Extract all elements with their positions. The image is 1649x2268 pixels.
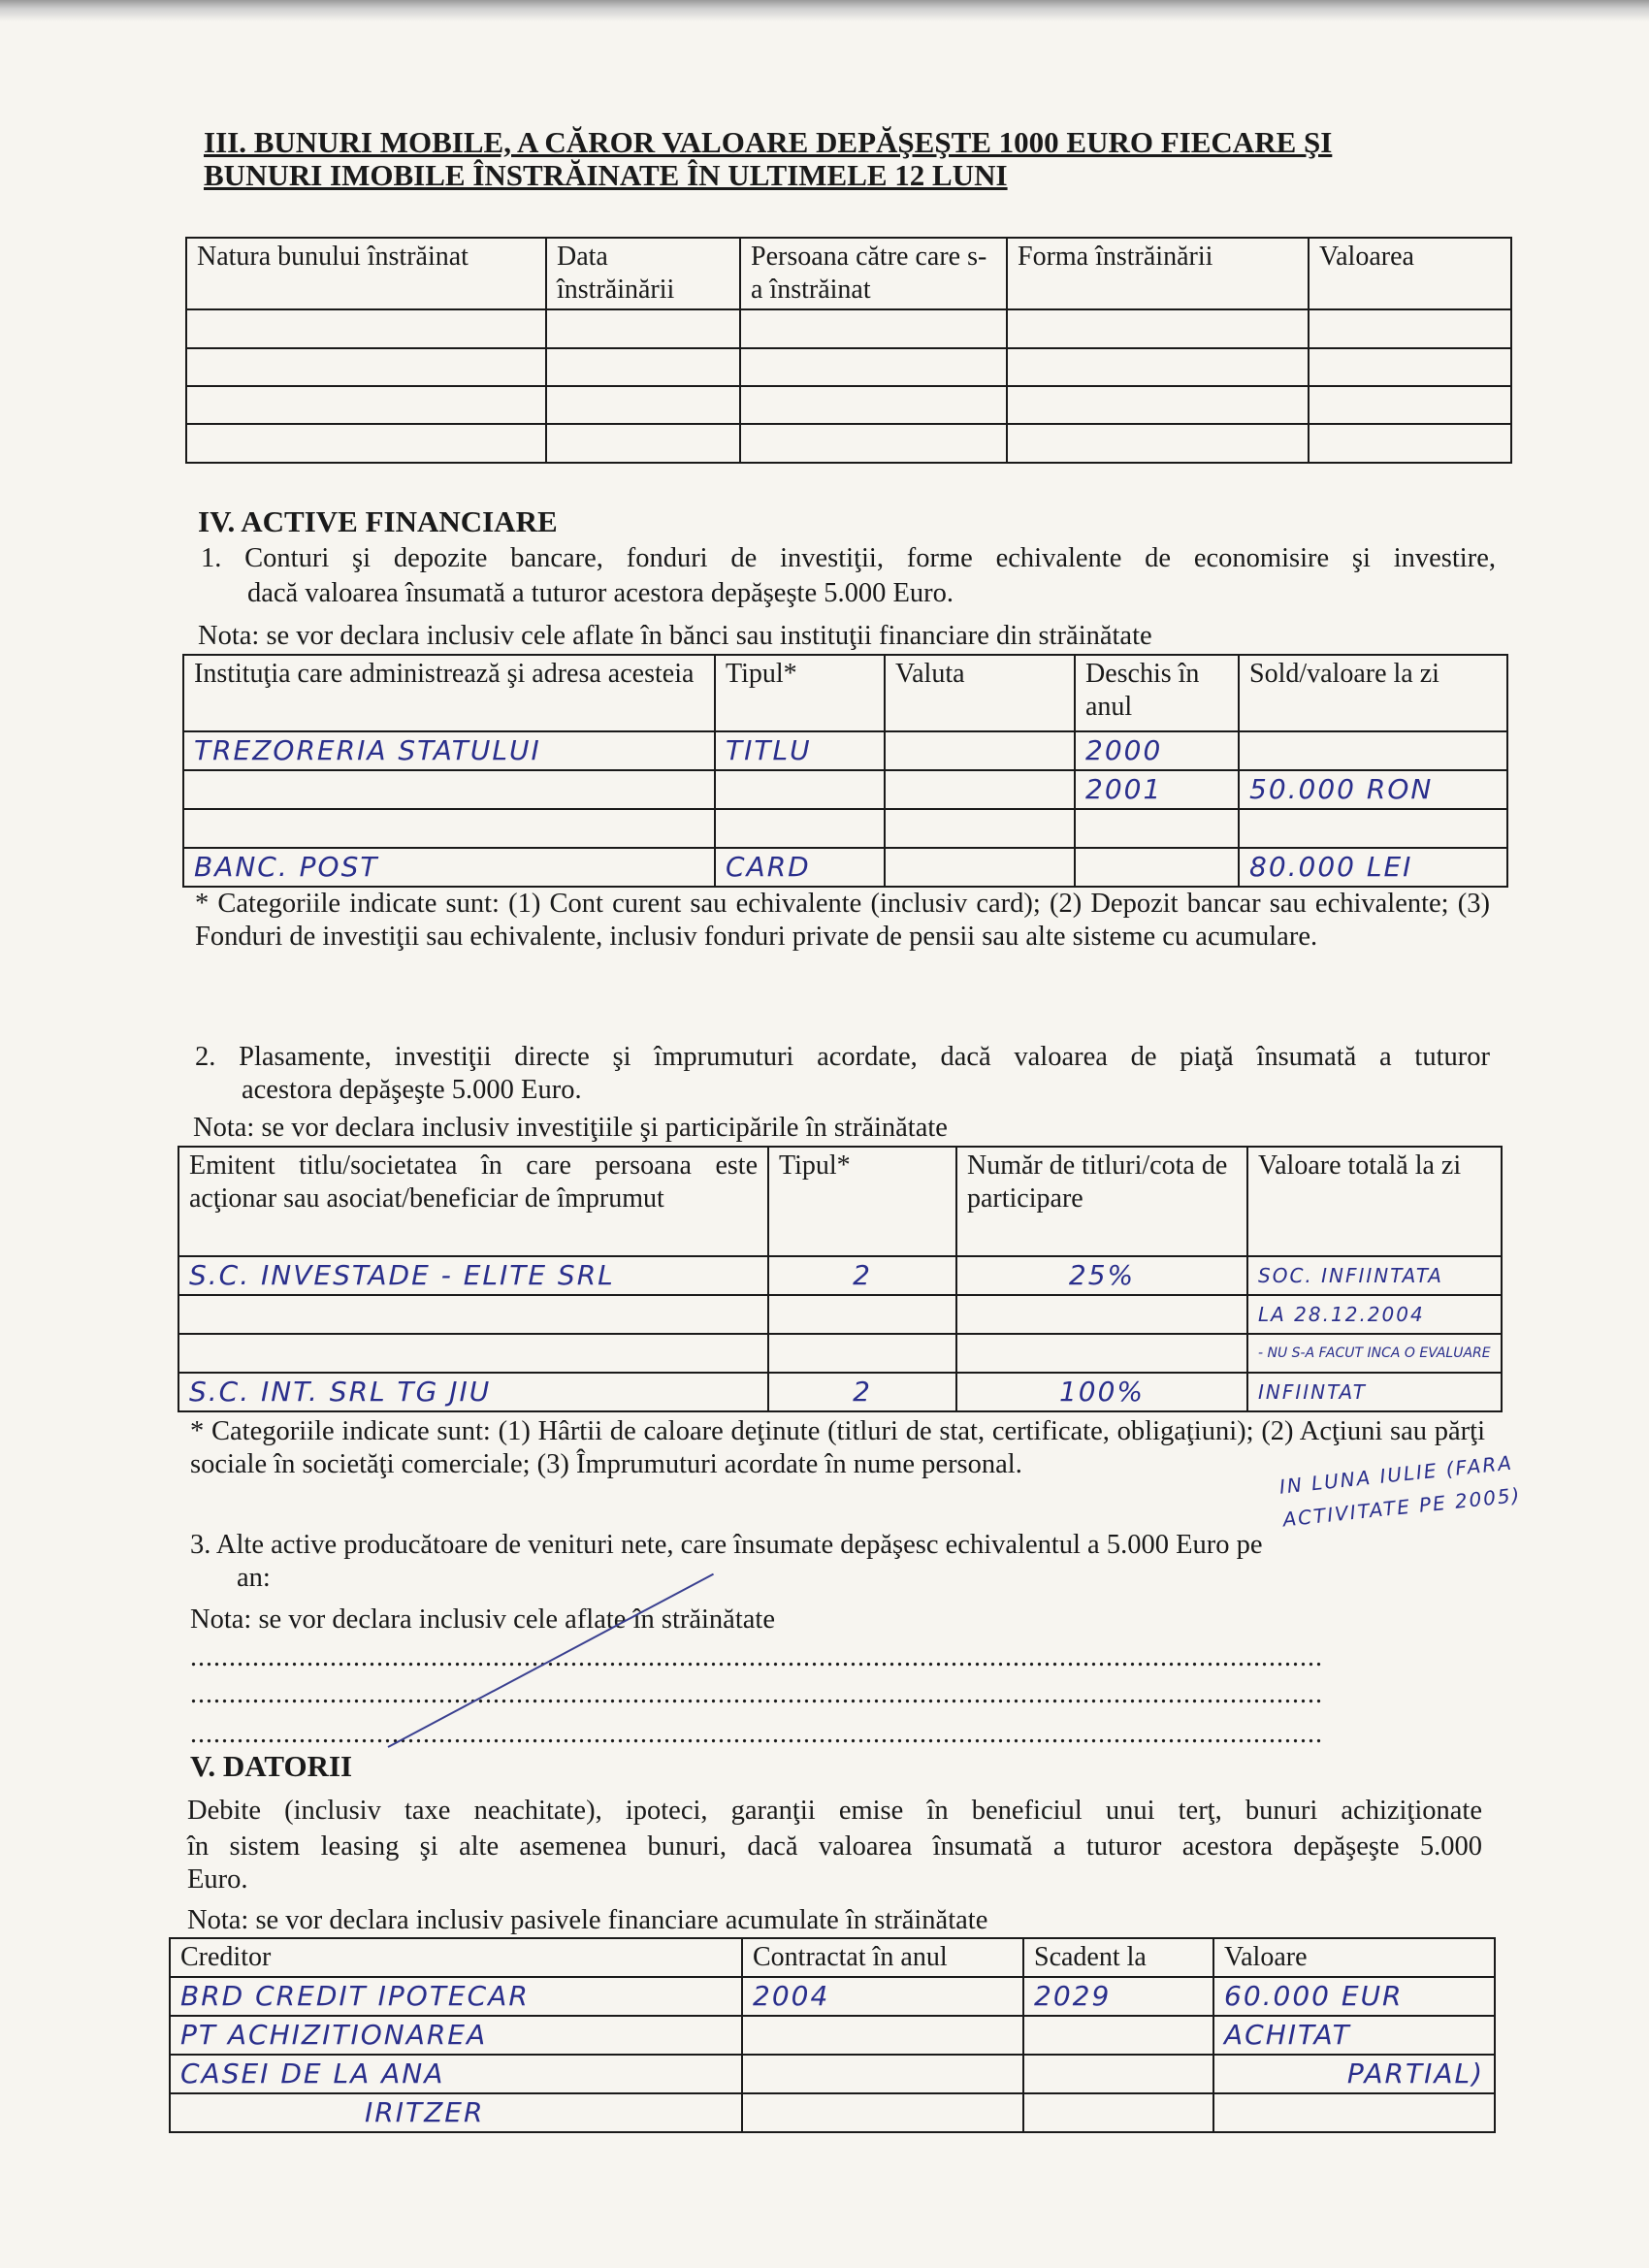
share-cell xyxy=(956,1295,1247,1334)
value-cell: PARTIAL) xyxy=(1213,2055,1495,2093)
table-row xyxy=(178,1256,1502,1295)
col-header: Scadent la xyxy=(1023,1938,1213,1977)
share-cell xyxy=(956,1334,1247,1373)
scan-edge xyxy=(0,0,1649,21)
due-cell: 2029 xyxy=(1023,1977,1213,2016)
type-cell xyxy=(715,809,885,848)
alienated-goods-table xyxy=(185,237,1512,464)
issuer-cell: S.C. INT. SRL TG JIU xyxy=(178,1373,768,1411)
share-cell: 25% xyxy=(956,1256,1247,1295)
footnote1: * Categoriile indicate sunt: (1) Cont curent sau echivalente (inclusiv card); (2) Depozit bancar sau echivalente; (3) Fonduri de investiţii sau echivalente, inclusiv fonduri private de pensii sau alte sisteme cu acumulare. xyxy=(195,889,1490,952)
share-cell: 100% xyxy=(956,1373,1247,1411)
note2: Nota: se vor declara inclusiv investiţiile şi participările în străinătate xyxy=(193,1113,948,1143)
institution-cell: TREZORERIA STATULUI xyxy=(183,731,715,770)
type-cell xyxy=(768,1334,956,1373)
section5-text-line1: Debite (inclusiv taxe neachitate), ipoteci, garanţii emise în beneficiul unui terţ, bunuri achiziţionate xyxy=(187,1796,1482,1826)
year-cell: 2000 xyxy=(1075,731,1239,770)
col-header: Valoarea xyxy=(1309,238,1511,309)
table-row xyxy=(186,309,1511,348)
table-row xyxy=(183,731,1507,770)
value-cell: - NU S-A FACUT INCA O EVALUARE xyxy=(1247,1334,1502,1373)
type-cell: 2 xyxy=(768,1256,956,1295)
contracted-year-cell: 2004 xyxy=(742,1977,1023,2016)
contracted-year-cell xyxy=(742,2093,1023,2132)
creditor-cell: BRD CREDIT IPOTECAR xyxy=(170,1977,742,2016)
type-cell: TITLU xyxy=(715,731,885,770)
contracted-year-cell xyxy=(742,2055,1023,2093)
balance-cell xyxy=(1239,731,1507,770)
col-header: Tipul* xyxy=(715,655,885,731)
balance-cell: 50.000 RON xyxy=(1239,770,1507,809)
section4-title: IV. ACTIVE FINANCIARE xyxy=(198,504,558,538)
item2-line2: acestora depăşeşte 5.000 Euro. xyxy=(242,1075,582,1105)
balance-cell: 80.000 LEI xyxy=(1239,848,1507,887)
col-header: Instituţia care administrează şi adresa acesteia xyxy=(183,655,715,731)
col-header: Valoare xyxy=(1213,1938,1495,1977)
table-header-row xyxy=(183,655,1507,731)
issuer-cell xyxy=(178,1334,768,1373)
value-cell: 60.000 EUR xyxy=(1213,1977,1495,2016)
section3-heading-line2: BUNURI IMOBILE ÎNSTRĂINATE ÎN ULTIMELE 12 LUNI xyxy=(204,158,1008,192)
type-cell xyxy=(768,1295,956,1334)
table-row xyxy=(186,386,1511,424)
section3-heading-line1: III. BUNURI MOBILE, A CĂROR VALOARE DEPĂŞEŞTE 1000 EURO FIECARE ŞI xyxy=(204,125,1333,159)
investments-table xyxy=(178,1146,1503,1412)
col-header: Persoana către care s-a înstrăinat xyxy=(740,238,1007,309)
creditor-cell: CASEI DE LA ANA xyxy=(170,2055,742,2093)
table-row xyxy=(170,2055,1495,2093)
table-header-row xyxy=(186,238,1511,309)
debts-table xyxy=(169,1937,1496,2133)
table-row xyxy=(183,770,1507,809)
investments-margin-note: IN LUNA IULIE (FARA ACTIVITATE PE 2005) xyxy=(1277,1450,1523,1532)
dotted-line: .................................................................................................................................................. xyxy=(190,1642,1323,1672)
issuer-cell: S.C. INVESTADE - ELITE SRL xyxy=(178,1256,768,1295)
footnote2: * Categoriile indicate sunt: (1) Hârtii de caloare deţinute (titluri de stat, certificate, obligaţiuni); (2) Acţiuni sau părţi sociale în societăţi comerciale; (3) Împrumuturi acordate în nume personal. xyxy=(190,1416,1485,1479)
balance-cell xyxy=(1239,809,1507,848)
col-header: Valoare totală la zi xyxy=(1247,1147,1502,1256)
year-cell xyxy=(1075,848,1239,887)
currency-cell xyxy=(885,848,1075,887)
currency-cell xyxy=(885,731,1075,770)
table-row xyxy=(170,2016,1495,2055)
year-cell: 2001 xyxy=(1075,770,1239,809)
value-cell: SOC. INFIINTATA xyxy=(1247,1256,1502,1295)
note3: Nota: se vor declara inclusiv cele aflate în străinătate xyxy=(190,1604,775,1635)
dotted-line: .................................................................................................................................................. xyxy=(190,1719,1323,1749)
table-row xyxy=(183,809,1507,848)
note1: Nota: se vor declara inclusiv cele aflate în bănci sau instituţii financiare din străinătate xyxy=(198,621,1152,651)
type-cell: CARD xyxy=(715,848,885,887)
section5-text-line2: în sistem leasing şi alte asemenea bunuri, dacă valoarea însumată a tuturor acestora depăşeşte 5.000 xyxy=(187,1831,1482,1862)
table-row xyxy=(186,424,1511,463)
table-row xyxy=(178,1295,1502,1334)
issuer-cell xyxy=(178,1295,768,1334)
col-header: Deschis în anul xyxy=(1075,655,1239,731)
value-cell: LA 28.12.2004 xyxy=(1247,1295,1502,1334)
currency-cell xyxy=(885,770,1075,809)
value-cell: ACHITAT xyxy=(1213,2016,1495,2055)
institution-cell: BANC. POST xyxy=(183,848,715,887)
table-row xyxy=(186,348,1511,386)
value-cell: INFIINTAT xyxy=(1247,1373,1502,1411)
col-header: Tipul* xyxy=(768,1147,956,1256)
col-header: Emitent titlu/societatea în care persoana este acţionar sau asociat/beneficiar de împrumut xyxy=(178,1147,768,1256)
section5-text-line3: Euro. xyxy=(187,1864,248,1895)
col-header: Sold/valoare la zi xyxy=(1239,655,1507,731)
section5-note: Nota: se vor declara inclusiv pasivele financiare acumulate în străinătate xyxy=(187,1905,988,1935)
due-cell xyxy=(1023,2016,1213,2055)
table-header-row xyxy=(178,1147,1502,1256)
creditor-cell: IRITZER xyxy=(170,2093,742,2132)
creditor-cell: PT ACHIZITIONAREA xyxy=(170,2016,742,2055)
year-cell xyxy=(1075,809,1239,848)
currency-cell xyxy=(885,809,1075,848)
table-header-row xyxy=(170,1938,1495,1977)
table-row xyxy=(183,848,1507,887)
institution-cell xyxy=(183,770,715,809)
contracted-year-cell xyxy=(742,2016,1023,2055)
item2-line1: 2. Plasamente, investiţii directe şi împrumuturi acordate, dacă valoarea de piaţă însumată a tuturor xyxy=(195,1042,1490,1072)
item1-line2: dacă valoarea însumată a tuturor acestora depăşeşte 5.000 Euro. xyxy=(247,578,954,608)
type-cell: 2 xyxy=(768,1373,956,1411)
dotted-line: .................................................................................................................................................. xyxy=(190,1679,1323,1709)
table-row xyxy=(178,1373,1502,1411)
item3-line2: an: xyxy=(237,1563,271,1593)
col-header: Forma înstrăinării xyxy=(1007,238,1309,309)
type-cell xyxy=(715,770,885,809)
item1-line1: 1. Conturi şi depozite bancare, fonduri de investiţii, forme echivalente de economisire şi investire, xyxy=(201,543,1496,573)
col-header: Valuta xyxy=(885,655,1075,731)
value-cell xyxy=(1213,2093,1495,2132)
due-cell xyxy=(1023,2055,1213,2093)
table-row xyxy=(170,1977,1495,2016)
col-header: Natura bunului înstrăinat xyxy=(186,238,546,309)
section5-title: V. DATORII xyxy=(190,1749,353,1783)
due-cell xyxy=(1023,2093,1213,2132)
col-header: Număr de titluri/cota de participare xyxy=(956,1147,1247,1256)
col-header: Contractat în anul xyxy=(742,1938,1023,1977)
item3-line1: 3. Alte active producătoare de venituri nete, care însumate depăşesc echivalentul a 5.000 Euro pe xyxy=(190,1530,1263,1560)
bank-accounts-table xyxy=(182,654,1508,888)
table-row xyxy=(178,1334,1502,1373)
table-row xyxy=(170,2093,1495,2132)
institution-cell xyxy=(183,809,715,848)
col-header: Data înstrăinării xyxy=(546,238,740,309)
col-header: Creditor xyxy=(170,1938,742,1977)
